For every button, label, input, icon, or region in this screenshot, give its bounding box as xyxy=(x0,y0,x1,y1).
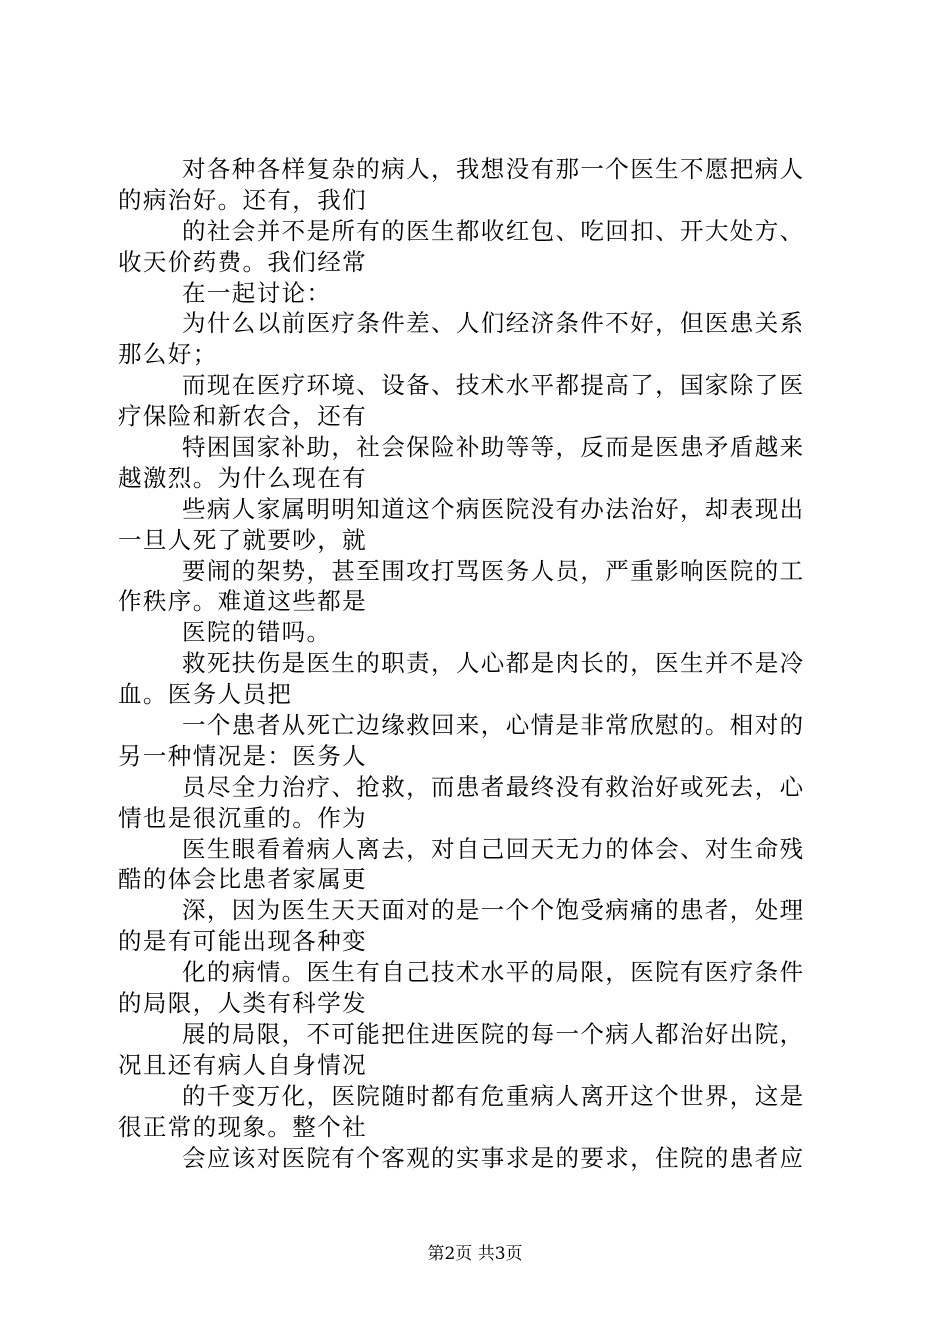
paragraph xyxy=(118,278,834,309)
paragraph xyxy=(118,834,834,896)
text-line: 况且还有病人自身情况 xyxy=(118,1050,367,1079)
paragraph xyxy=(118,895,834,957)
paragraph xyxy=(118,617,834,648)
text-line: 特困国家补助，社会保险补助等等，反而是医患矛盾越来 xyxy=(182,433,805,462)
text-line: 作秩序。难道这些都是 xyxy=(118,587,367,616)
text-line: 的是有可能出现各种变 xyxy=(118,927,367,956)
text-line: 医生眼看着病人离去，对自己回天无力的体会、对生命残 xyxy=(182,834,805,863)
text-line: 会应该对医院有个客观的实事求是的要求，住院的患者应 xyxy=(182,1143,805,1172)
text-line: 的社会并不是所有的医生都收红包、吃回扣、开大处方、 xyxy=(182,216,805,245)
text-line: 的局限，人类有科学发 xyxy=(118,989,367,1018)
text-line: 在一起讨论： xyxy=(182,278,332,307)
text-line: 救死扶伤是医生的职责，人心都是肉长的，医生并不是冷 xyxy=(182,649,805,678)
paragraph xyxy=(118,648,834,710)
paragraph xyxy=(118,216,834,278)
text-line: 那么好； xyxy=(118,340,218,369)
text-line: 一旦人死了就要吵，就 xyxy=(118,525,367,554)
text-line: 疗保险和新农合，还有 xyxy=(118,402,367,431)
text-line: 的病治好。还有，我们 xyxy=(118,185,367,214)
text-line: 血。医务人员把 xyxy=(118,680,293,709)
text-line: 情也是很沉重的。作为 xyxy=(118,803,367,832)
text-line: 些病人家属明明知道这个病医院没有办法治好，却表现出 xyxy=(182,494,805,523)
document-body xyxy=(118,154,834,1173)
text-line: 很正常的现象。整个社 xyxy=(118,1112,367,1141)
text-line: 收天价药费。我们经常 xyxy=(118,247,367,276)
paragraph xyxy=(118,1143,834,1174)
text-line: 医院的错吗。 xyxy=(182,618,332,647)
paragraph xyxy=(118,1081,834,1143)
paragraph xyxy=(118,556,834,618)
paragraph xyxy=(118,494,834,556)
text-line: 化的病情。医生有自己技术水平的局限，医院有医疗条件 xyxy=(182,958,805,987)
text-line: 另一种情况是：医务人 xyxy=(118,741,367,770)
paragraph xyxy=(118,432,834,494)
text-line: 为什么以前医疗条件差、人们经济条件不好，但医患关系 xyxy=(182,309,805,338)
text-line: 的千变万化，医院随时都有危重病人离开这个世界，这是 xyxy=(182,1081,805,1110)
text-line: 深，因为医生天天面对的是一个个饱受病痛的患者，处理 xyxy=(182,896,805,925)
paragraph xyxy=(118,957,834,1019)
paragraph xyxy=(118,710,834,772)
page-footer: 第2页 共3页 xyxy=(427,1244,523,1264)
text-line: 对各种各样复杂的病人，我想没有那一个医生不愿把病人 xyxy=(182,155,805,183)
paragraph xyxy=(118,772,834,834)
paragraph xyxy=(118,154,834,216)
paragraph xyxy=(118,370,834,432)
text-line: 一个患者从死亡边缘救回来，心情是非常欣慰的。相对的 xyxy=(182,711,805,740)
text-line: 越激烈。为什么现在有 xyxy=(118,463,367,492)
paragraph xyxy=(118,1019,834,1081)
paragraph xyxy=(118,308,834,370)
text-line: 酷的体会比患者家属更 xyxy=(118,865,367,894)
text-line: 员尽全力治疗、抢救，而患者最终没有救治好或死去，心 xyxy=(182,772,805,801)
text-line: 要闹的架势，甚至围攻打骂医务人员，严重影响医院的工 xyxy=(182,556,805,585)
text-line: 而现在医疗环境、设备、技术水平都提高了，国家除了医 xyxy=(182,371,805,400)
text-line: 展的局限，不可能把住进医院的每一个病人都治好出院， xyxy=(182,1019,805,1048)
